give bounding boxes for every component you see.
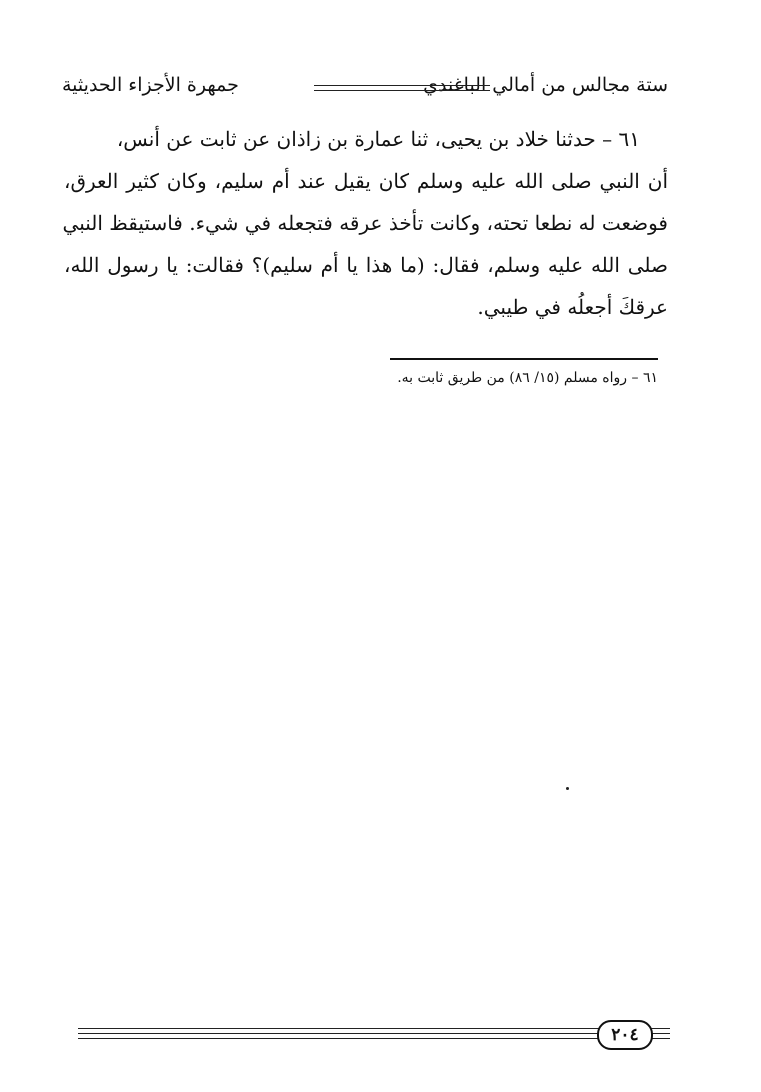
scan-speck	[566, 787, 569, 790]
hadith-text	[64, 118, 668, 328]
text-line: صلى الله عليه وسلم، فقال: (ما هذا يا أم سليم)؟ فقالت: يا رسول الله،	[64, 253, 668, 277]
running-header	[62, 70, 668, 106]
header-divider	[314, 85, 490, 91]
footnote: ٦١ – رواه مسلم (١٥/ ٨٦) من طريق ثابت به.	[397, 370, 658, 386]
series-title: جمهرة الأجزاء الحديثية	[62, 74, 239, 96]
page-number: ٢٠٤	[597, 1020, 653, 1050]
footnote-divider	[390, 358, 658, 360]
bottom-frame	[78, 1028, 670, 1038]
text-line: فوضعت له نطعا تحته، وكانت تأخذ عرقه فتجعله في شيء. فاستيقظ النبي	[62, 211, 668, 235]
text-line: ٦١ – حدثنا خلاد بن يحيى، ثنا عمارة بن زاذان عن ثابت عن أنس،	[116, 127, 640, 151]
book-title: ستة مجالس من أمالي الباغندي	[423, 74, 668, 96]
text-line: أن النبي صلى الله عليه وسلم كان يقيل عند أم سليم، وكان كثير العرق،	[64, 169, 668, 193]
text-line: عرقكَ أجعلُه في طيبي.	[477, 295, 668, 319]
